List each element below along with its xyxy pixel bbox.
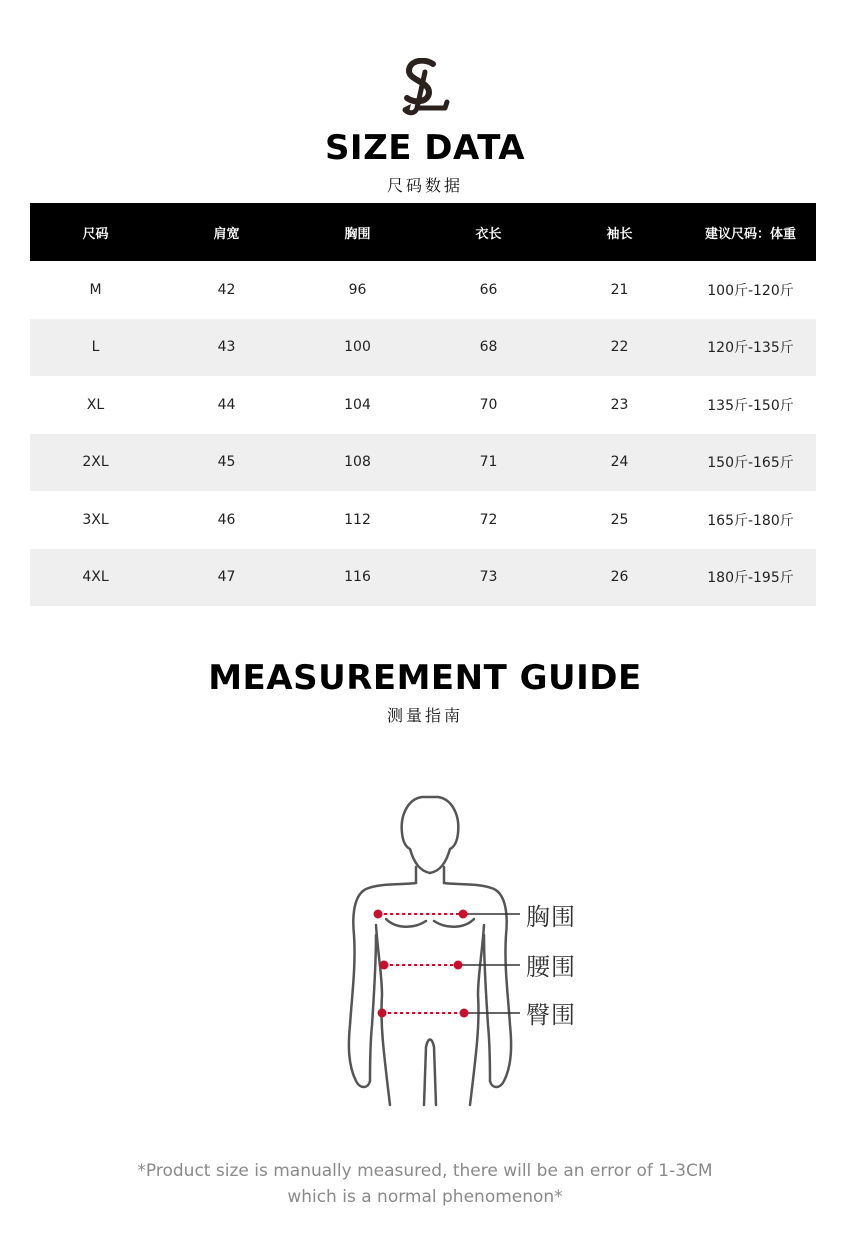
cell-weight: 180斤-195斤: [685, 549, 816, 607]
cell-chest: 112: [292, 491, 423, 549]
cell-sleeve: 22: [554, 319, 685, 377]
footnote-line-2: which is a normal phenomenon*: [287, 1187, 563, 1207]
size-data-subtitle: 尺码数据: [386, 176, 463, 195]
cell-sleeve: 26: [554, 549, 685, 607]
cell-weight: 135斤-150斤: [685, 376, 816, 434]
measurement-guide-title: MEASUREMENT GUIDE: [208, 658, 642, 698]
cell-length: 66: [423, 261, 554, 319]
cell-chest: 96: [292, 261, 423, 319]
table-row: [30, 376, 816, 434]
cell-sleeve: 24: [554, 434, 685, 492]
cell-sleeve: 21: [554, 261, 685, 319]
table-row: [30, 434, 816, 492]
size-data-title: SIZE DATA: [324, 128, 526, 168]
cell-shoulder: 42: [161, 261, 292, 319]
footnote-line-1: *Product size is manually measured, there will be an error of 1-3CM: [137, 1161, 713, 1181]
cell-size: L: [30, 319, 161, 377]
cell-weight: 165斤-180斤: [685, 491, 816, 549]
cell-shoulder: 44: [161, 376, 292, 434]
cell-size: 2XL: [30, 434, 161, 492]
cell-weight: 120斤-135斤: [685, 319, 816, 377]
body-measurement-figure: [330, 785, 600, 1115]
header-chest: 胸围: [292, 203, 423, 261]
cell-length: 71: [423, 434, 554, 492]
table-header-row: [30, 203, 816, 261]
cell-shoulder: 46: [161, 491, 292, 549]
cell-size: M: [30, 261, 161, 319]
cell-shoulder: 43: [161, 319, 292, 377]
header-sleeve: 袖长: [554, 203, 685, 261]
chest-label: 胸围: [526, 903, 576, 931]
cell-size: 4XL: [30, 549, 161, 607]
cell-shoulder: 45: [161, 434, 292, 492]
cell-chest: 104: [292, 376, 423, 434]
header-shoulder: 肩宽: [161, 203, 292, 261]
cell-weight: 150斤-165斤: [685, 434, 816, 492]
table-row: [30, 491, 816, 549]
cell-size: 3XL: [30, 491, 161, 549]
cell-length: 68: [423, 319, 554, 377]
header-size: 尺码: [30, 203, 161, 261]
header-weight: 建议尺码：体重: [685, 203, 816, 261]
cell-chest: 100: [292, 319, 423, 377]
cell-length: 72: [423, 491, 554, 549]
cell-chest: 108: [292, 434, 423, 492]
cell-weight: 100斤-120斤: [685, 261, 816, 319]
cell-shoulder: 47: [161, 549, 292, 607]
table-row: [30, 319, 816, 377]
hip-label: 臀围: [526, 1001, 576, 1029]
brand-logo: [395, 58, 455, 120]
waist-label: 腰围: [526, 953, 576, 981]
table-row: [30, 261, 816, 319]
cell-size: XL: [30, 376, 161, 434]
header-length: 衣长: [423, 203, 554, 261]
size-table: [30, 203, 816, 606]
cell-chest: 116: [292, 549, 423, 607]
cell-length: 70: [423, 376, 554, 434]
cell-sleeve: 23: [554, 376, 685, 434]
cell-sleeve: 25: [554, 491, 685, 549]
cell-length: 73: [423, 549, 554, 607]
measurement-guide-subtitle: 测量指南: [386, 706, 463, 725]
table-row: [30, 549, 816, 607]
